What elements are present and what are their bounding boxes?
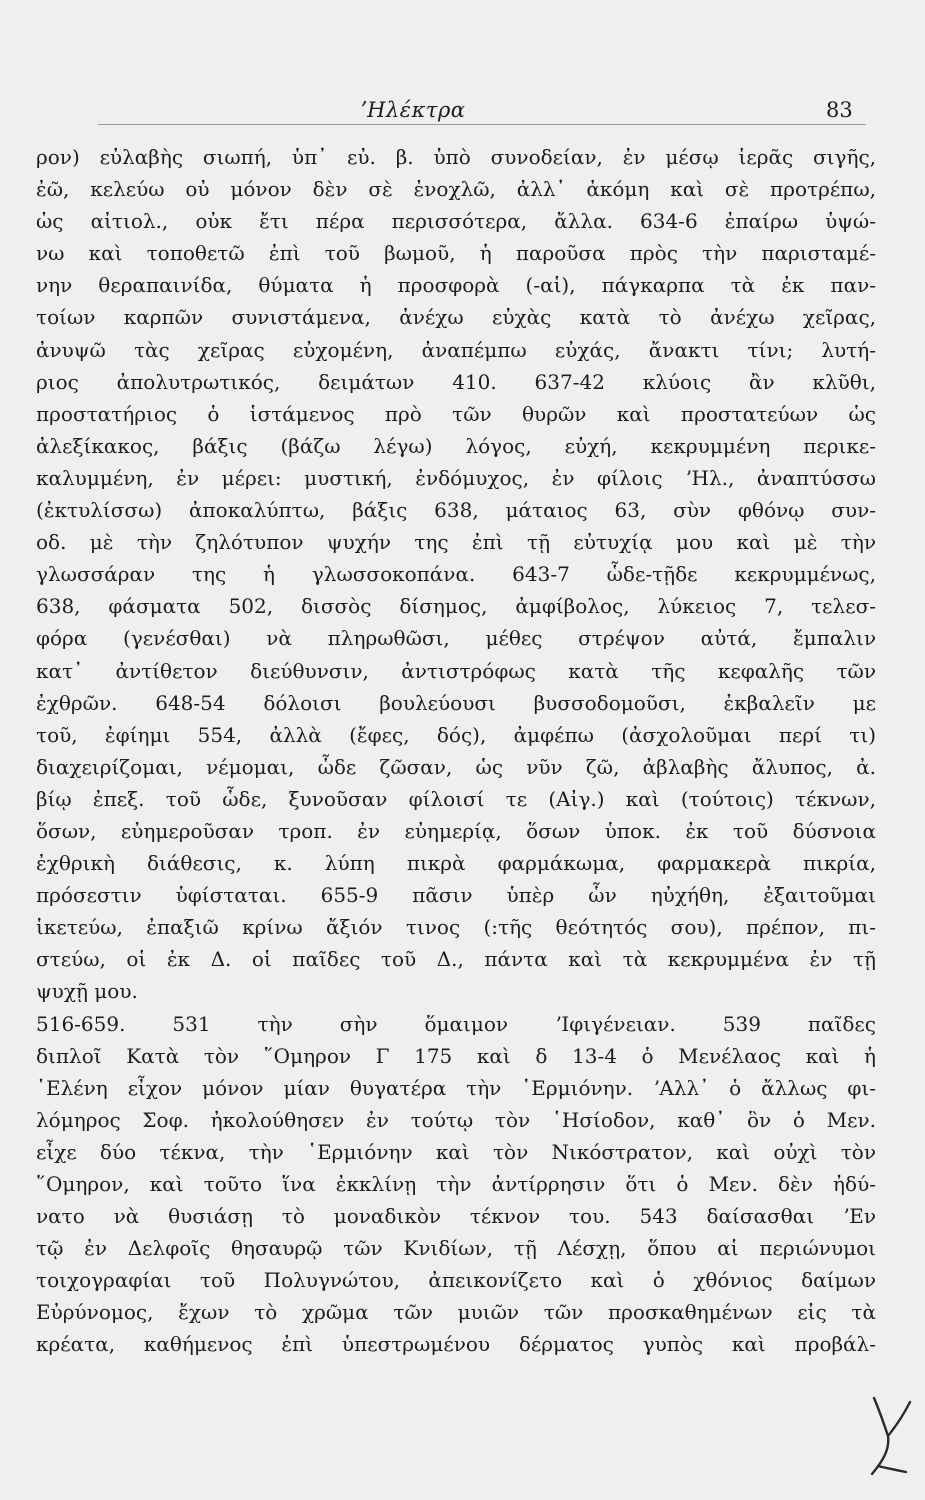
text-line: διαχειρίζομαι, νέμομαι, ὧδε ζῶσαν, ὡς νῦν ζῶ, ἀβλαβὴς ἄλυπος, ἀ.: [36, 754, 876, 779]
pencil-mark-icon: [868, 1392, 914, 1480]
text-line: προστατήριος ὁ ἱστάμενος πρὸ τῶν θυρῶν καὶ προστατεύων ὡς: [36, 401, 876, 426]
text-line: νατο νὰ θυσιάσῃ τὸ μοναδικὸν τέκνον του. 543 δαίσασθαι ʼΕν: [36, 1204, 876, 1229]
text-line: οδ. μὲ τὴν ζηλότυπον ψυχήν της ἐπὶ τῇ εὐτυχίᾳ μου καὶ μὲ τὴν: [36, 530, 876, 555]
text-line: ριος ἀπολυτρωτικός, δειμάτων 410. 637-42 κλύοις ἂν κλῦθι,: [36, 369, 876, 394]
text-line: βίῳ ἐπεξ. τοῦ ὧδε, ξυνοῦσαν φίλοισί τε (Αἰγ.) καὶ (τούτοις) τέκνων,: [36, 786, 876, 811]
text-line: ρον) εὐλαβὴς σιωπή, ὑπ᾿ εὐ. β. ὑπὸ συνοδείαν, ἐν μέσῳ ἱερᾶς σιγῆς,: [36, 145, 876, 169]
page-number: 83: [826, 98, 853, 122]
commentary-text: [36, 141, 876, 1361]
text-line: ἐχθρικὴ διάθεσις, κ. λύπη πικρὰ φαρμάκωμα, φαρμακερὰ πικρία,: [36, 851, 876, 876]
text-line: ὡς αἰτιολ., οὐκ ἔτι πέρα περισσότερα, ἄλλα. 634-6 ἐπαίρω ὑψώ-: [36, 209, 876, 234]
text-line: (ἐκτυλίσσω) ἀποκαλύπτω, βάξις 638, μάταιος 63, σὺν φθόνῳ συν-: [36, 498, 876, 523]
text-line: ἀλεξίκακος, βάξις (βάζω λέγω) λόγος, εὐχή, κεκρυμμένη περικε-: [36, 433, 876, 458]
text-line: νην θεραπαινίδα, θύματα ἡ προσφορὰ (-αἱ), πάγκαρπα τὰ ἐκ παν-: [36, 273, 876, 298]
text-line: γλωσσάραν της ἡ γλωσσοκοπάνα. 643-7 ὧδε-τῇδε κεκρυμμένως,: [36, 562, 876, 587]
section-heading-line: 516-659. 531 τὴν σὴν ὅμαιμον ʼΙφιγένειαν. 539 παῖδες: [36, 1011, 876, 1036]
running-header-title: ʼΗλέκτρα: [360, 98, 466, 122]
header-rule: [98, 124, 866, 125]
text-line: τοίων καρπῶν συνιστάμενα, ἀνέχω εὐχὰς κατὰ τὸ ἀνέχω χεῖρας,: [36, 305, 876, 330]
text-line: διπλοῖ Κατὰ τὸν ῞Ομηρον Γ 175 καὶ δ 13-4 ὁ Μενέλαος καὶ ἡ: [36, 1043, 876, 1068]
text-line: 638, φάσματα 502, δισσὸς δίσημος, ἀμφίβολος, λύκειος 7, τελεσ-: [36, 594, 876, 619]
text-line: ἱκετεύω, ἐπαξιῶ κρίνω ἄξιόν τινος (:τῆς θεότητός σου), πρέπον, πι-: [36, 915, 876, 940]
text-line: Εὐρύνομος, ἔχων τὸ χρῶμα τῶν μυιῶν τῶν προσκαθημένων εἰς τὰ: [36, 1300, 876, 1325]
text-line: ἐχθρῶν. 648-54 δόλοισι βουλεύουσι βυσσοδομοῦσι, ἐκβαλεῖν με: [36, 690, 876, 715]
text-line: λόμηρος Σοφ. ἠκολούθησεν ἐν τούτῳ τὸν ῾Ησίοδον, καθ᾿ ὃν ὁ Μεν.: [36, 1107, 876, 1132]
text-line: ψυχῇ μου.: [36, 979, 138, 1004]
text-line: ἐῶ, κελεύω οὐ μόνον δὲν σὲ ἐνοχλῶ, ἀλλ᾿ ἀκόμη καὶ σὲ προτρέπω,: [36, 177, 876, 202]
text-line: τῷ ἐν Δελφοῖς θησαυρῷ τῶν Κνιδίων, τῇ Λέσχῃ, ὅπου αἱ περιώνυμοι: [36, 1236, 876, 1261]
text-line: ὅσων, εὐημεροῦσαν τροπ. ἐν εὐημερίᾳ, ὅσων ὑποκ. ἐκ τοῦ δύσνοια: [36, 818, 876, 843]
text-line: στεύω, οἱ ἐκ Δ. οἱ παῖδες τοῦ Δ., πάντα καὶ τὰ κεκρυμμένα ἐν τῇ: [36, 947, 876, 972]
text-line: ἀνυψῶ τὰς χεῖρας εὐχομένη, ἀναπέμπω εὐχάς, ἄνακτι τίνι; λυτή-: [36, 337, 876, 362]
text-line: κρέατα, καθήμενος ἐπὶ ὑπεστρωμένου δέρματος γυπὸς καὶ προβάλ-: [36, 1332, 876, 1357]
text-line: τοῦ, ἐφίημι 554, ἀλλὰ (ἔφες, δός), ἀμφέπω (ἀσχολοῦμαι περί τι): [36, 722, 876, 747]
text-line: καλυμμένη, ἐν μέρει: μυστική, ἐνδόμυχος, ἐν φίλοις ʼΗλ., ἀναπτύσσω: [36, 465, 876, 490]
text-line: φόρα (γενέσθαι) νὰ πληρωθῶσι, μέθες στρέψον αὐτά, ἔμπαλιν: [36, 626, 876, 651]
text-line: ῞Ομηρον, καὶ τοῦτο ἵνα ἐκκλίνῃ τὴν ἀντίρρησιν ὅτι ὁ Μεν. δὲν ἠδύ-: [36, 1172, 876, 1196]
text-line: κατ᾿ ἀντίθετον διεύθυνσιν, ἀντιστρόφως κατὰ τῆς κεφαλῆς τῶν: [36, 658, 876, 683]
text-line: νω καὶ τοποθετῶ ἐπὶ τοῦ βωμοῦ, ἡ παροῦσα πρὸς τὴν παρισταμέ-: [36, 241, 876, 266]
text-line: τοιχογραφίαι τοῦ Πολυγνώτου, ἀπεικονίζετο καὶ ὁ χθόνιος δαίμων: [36, 1268, 876, 1293]
text-line: πρόσεστιν ὑφίσταται. 655-9 πᾶσιν ὑπὲρ ὧν ηὐχήθη, ἐξαιτοῦμαι: [36, 883, 876, 908]
text-line: ῾Ελένη εἶχον μόνον μίαν θυγατέρα τὴν ῾Ερμιόνην. ʼΑλλ᾿ ὁ ἄλλως φι-: [36, 1075, 876, 1100]
text-line: εἶχε δύο τέκνα, τὴν ῾Ερμιόνην καὶ τὸν Νικόστρατον, καὶ οὐχὶ τὸν: [36, 1139, 876, 1164]
